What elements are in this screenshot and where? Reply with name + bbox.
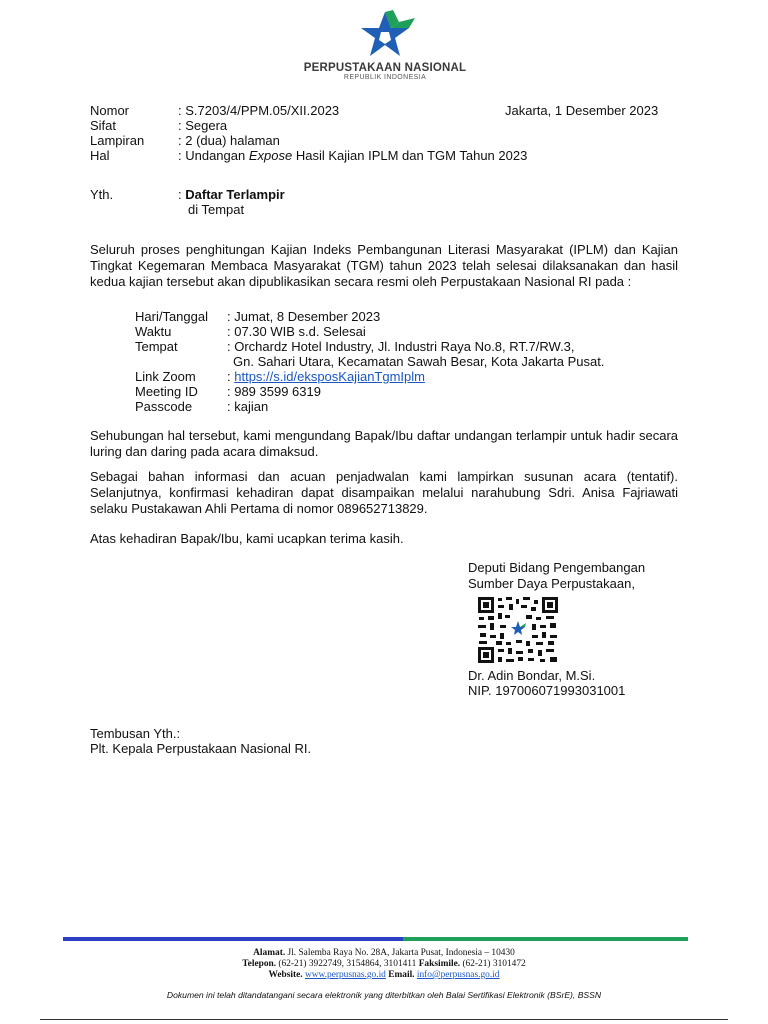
meta-lampiran [90,133,280,149]
addressee-label: Yth. [90,187,114,202]
schedule-passcode: Passcode : kajian [135,399,269,414]
schedule-place: Tempat : Orchardz Hotel Industry, Jl. Industri Raya No.8, RT.7/RW.3, [135,339,575,354]
sifat-value: : Segera [178,118,228,133]
schedule-zoom: Link Zoom : https://s.id/eksposKajianTgmIplm [135,369,425,384]
addressee-place: di Tempat [188,202,245,217]
nomor-label: Nomor [90,103,130,118]
schedule-place-line2: Gn. Sahari Utara, Kecamatan Sawah Besar, Kota Jakarta Pusat. [233,354,605,369]
footer-bar-green [403,937,688,941]
meta-nomor [90,103,339,119]
footer-address: Alamat. Jl. Salemba Raya No. 28A, Jakarta Pusat, Indonesia – 10430 [253,948,515,958]
schedule-meeting-id: Meeting ID : 989 3599 6319 [135,384,321,399]
perpusnas-star-icon [353,8,417,60]
schedule-date: Hari/Tanggal : Jumat, 8 Desember 2023 [135,309,381,324]
addressee: Yth. : Daftar Terlampir [90,187,285,202]
signer-title-1: Deputi Bidang Pengembangan [468,560,646,575]
lampiran-label: Lampiran [90,133,145,148]
hal-label: Hal [90,148,110,163]
signer-title-2: Sumber Daya Perpustakaan, [468,576,635,591]
schedule-time: Waktu : 07.30 WIB s.d. Selesai [135,324,366,339]
body-paragraph-4: Atas kehadiran Bapak/Ibu, kami ucapkan terima kasih. [90,531,404,546]
lampiran-value: : 2 (dua) halaman [178,133,280,148]
signer-name: Dr. Adin Bondar, M.Si. [468,668,596,683]
letterhead-logo [300,8,470,81]
qr-code-icon [476,595,560,665]
signer-nip: NIP. 197006071993031001 [468,683,626,698]
nomor-value: : S.7203/4/PPM.05/XII.2023 [178,103,340,118]
addressee-name: Daftar Terlampir [185,187,285,202]
zoom-link[interactable]: https://s.id/eksposKajianTgmIplm [234,369,425,384]
cc-item: Plt. Kepala Perpustakaan Nasional RI. [90,741,312,756]
email-link[interactable]: info@perpusnas.go.id [416,970,500,980]
body-paragraph-3: Sebagai bahan informasi dan acuan penjadwalan kami lampirkan susunan acara (tentatif). Selanjutnya, konfirmasi kehadiran dapat disampaikan melalui narahubung Sdri. Anisa Fajriawati selaku Pustakawan Ahli Pertama di nomor 089652713829. [90,469,678,516]
footer-bar-blue [63,937,403,941]
letter-date: Jakarta, 1 Desember 2023 [505,103,659,118]
meta-hal [90,148,527,164]
meta-sifat [90,118,227,134]
website-link[interactable]: www.perpusnas.go.id [304,970,386,980]
body-paragraph-2: Sehubungan hal tersebut, kami mengundang Bapak/Ibu daftar undangan terlampir untuk hadir secara luring dan daring pada acara dimaksud. [90,428,678,459]
hal-value: : Undangan Expose Hasil Kajian IPLM dan TGM Tahun 2023 [178,148,528,163]
org-subtitle: REPUBLIK INDONESIA [343,74,427,81]
body-paragraph-1: Seluruh proses penghitungan Kajian Indeks Pembangunan Literasi Masyarakat (IPLM) dan Kajian Tingkat Kegemaran Membaca Masyarakat (TGM) tahun 2023 telah selesai dilaksanakan dan hasil kedua kajian tersebut akan dipublikasikan secara resmi oleh Perpustakaan Nasional RI pada : [90,242,678,289]
footer-contact: Website. www.perpusnas.go.id Email. info@perpusnas.go.id [268,970,500,980]
cc-label: Tembusan Yth.: [90,726,181,741]
footer-phone: Telepon. (62-21) 3922749, 3154864, 3101411 Faksimile. (62-21) 3101472 [242,959,526,969]
esign-note: Dokumen ini telah ditandatangani secara elektronik yang diterbitkan oleh Balai Sertifikasi Elektronik (BSrE), BSSN [166,990,602,1000]
org-name: PERPUSTAKAAN NASIONAL [303,62,467,74]
bottom-divider [40,1019,728,1020]
sifat-label: Sifat [90,118,117,133]
